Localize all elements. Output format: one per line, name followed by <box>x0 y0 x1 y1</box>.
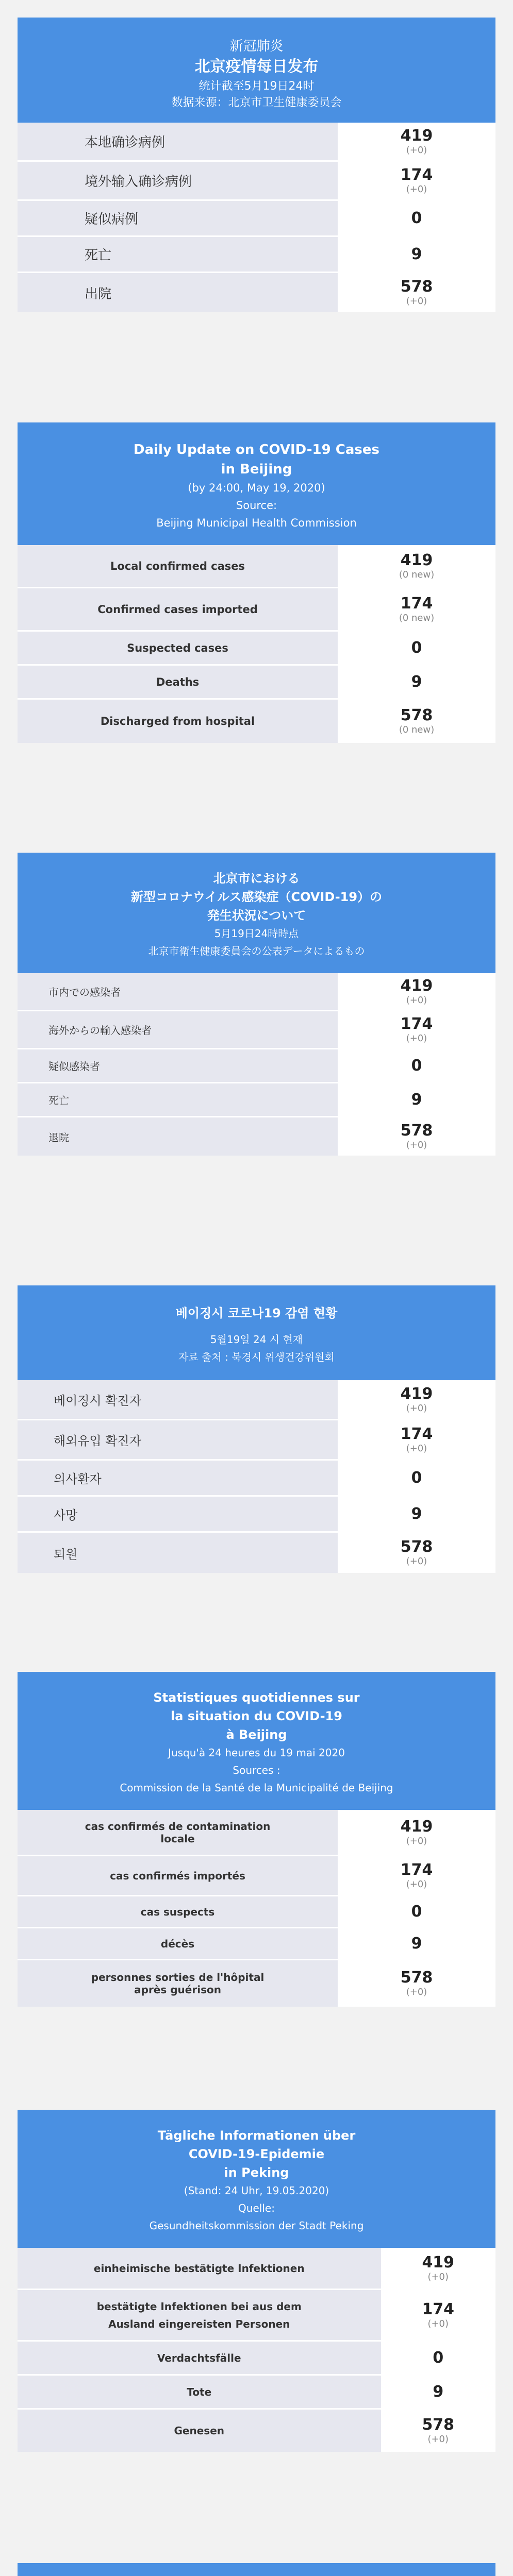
ko-label-suspected: 의사환자 <box>18 1461 338 1495</box>
fr-value-discharged <box>338 1960 495 2007</box>
table-row <box>18 2376 495 2410</box>
de-value-discharged <box>381 2410 495 2452</box>
zh-value-discharged <box>338 273 495 312</box>
de-value-imported <box>381 2290 495 2340</box>
ko-date: 5월19일 24 시 현재 <box>210 1333 303 1346</box>
value-number: 174 <box>400 1860 433 1879</box>
fr-date: Jusqu'à 24 heures du 19 mai 2020 <box>168 1747 345 1759</box>
value-number: 419 <box>400 551 433 569</box>
ko-label-discharged: 퇴원 <box>18 1533 338 1573</box>
en-table <box>18 545 495 743</box>
fr-label-local: cas confirmés de contamination locale <box>18 1810 338 1855</box>
value-delta: (+0) <box>427 2318 449 2329</box>
de-title-1: Tägliche Informationen über <box>157 2128 356 2143</box>
table-row <box>18 201 495 237</box>
de-table <box>18 2248 495 2452</box>
ko-title: 베이징시 코로나19 감염 현황 <box>175 1306 338 1320</box>
de-title-2: COVID-19-Epidemie <box>188 2147 325 2161</box>
card-fr <box>18 1672 495 2007</box>
zh-label-deaths: 死亡 <box>18 237 338 272</box>
zh-label-suspected: 疑似病例 <box>18 201 338 235</box>
card-en-header <box>18 422 495 545</box>
value-number: 0 <box>411 1468 422 1487</box>
ko-label-deaths: 사망 <box>18 1497 338 1531</box>
card-es-header <box>18 2563 495 2576</box>
table-row <box>18 273 495 312</box>
table-row <box>18 1497 495 1533</box>
en-value-local <box>338 545 495 587</box>
table-row <box>18 666 495 700</box>
value-delta: (+0) <box>427 2434 449 2445</box>
fr-label-discharged: personnes sorties de l'hôpital après guérison <box>18 1960 338 2007</box>
table-row <box>18 1461 495 1497</box>
table-row <box>18 1960 495 2007</box>
ja-label-discharged: 退院 <box>18 1117 338 1156</box>
value-number: 174 <box>422 2300 455 2318</box>
ja-value-imported <box>338 1011 495 1048</box>
ja-label-suspected: 疑似感染者 <box>18 1049 338 1082</box>
value-number: 0 <box>411 1056 422 1075</box>
table-row <box>18 700 495 743</box>
value-number: 0 <box>411 638 422 657</box>
card-ja-header <box>18 853 495 973</box>
value-number: 9 <box>411 1090 422 1109</box>
ja-date: 5月19日24時時点 <box>214 927 299 940</box>
value-number: 0 <box>411 1902 422 1921</box>
value-number: 9 <box>411 672 422 691</box>
table-row <box>18 1420 495 1461</box>
zh-title-top: 新冠肺炎 <box>229 39 284 54</box>
ko-value-deaths <box>338 1497 495 1531</box>
zh-label-discharged: 出院 <box>18 273 338 312</box>
ko-label-imported: 해외유입 확진자 <box>18 1420 338 1459</box>
fr-table <box>18 1810 495 2007</box>
ja-label-imported: 海外からの輸入感染者 <box>18 1011 338 1048</box>
ja-title-3: 発生状況について <box>207 908 306 923</box>
ko-value-local <box>338 1380 495 1419</box>
fr-title-2: la situation du COVID-19 <box>171 1709 342 1723</box>
value-number: 578 <box>400 1538 433 1556</box>
ko-table <box>18 1380 495 1573</box>
value-number: 9 <box>411 1504 422 1523</box>
value-delta: (+0) <box>406 1140 427 1150</box>
zh-title: 北京疫情每日发布 <box>194 58 319 76</box>
fr-value-local <box>338 1810 495 1855</box>
value-number: 419 <box>422 2253 455 2272</box>
ja-value-discharged <box>338 1117 495 1156</box>
value-delta: (+0) <box>406 1835 427 1846</box>
card-en <box>18 422 495 743</box>
en-source: Beijing Municipal Health Commission <box>156 517 357 529</box>
zh-value-deaths <box>338 237 495 272</box>
en-value-discharged <box>338 700 495 743</box>
value-delta: (+0) <box>406 183 427 195</box>
value-delta: (0 new) <box>399 569 435 580</box>
value-number: 419 <box>400 126 433 145</box>
value-delta: (+0) <box>406 1443 427 1454</box>
zh-value-suspected <box>338 201 495 235</box>
table-row <box>18 1533 495 1573</box>
value-number: 9 <box>411 245 422 263</box>
en-label-deaths: Deaths <box>18 666 338 698</box>
fr-source-label: Sources : <box>233 1764 280 1776</box>
value-number: 0 <box>411 209 422 227</box>
value-number: 9 <box>411 1934 422 1953</box>
de-label-discharged: Genesen <box>18 2410 381 2452</box>
ja-source: 北京市衛生健康委員会の公表データによるもの <box>148 945 365 957</box>
en-label-local: Local confirmed cases <box>18 545 338 587</box>
table-row <box>18 2248 495 2290</box>
fr-title-3: à Beijing <box>226 1727 287 1742</box>
table-row <box>18 1856 495 1896</box>
fr-source: Commission de la Santé de la Municipalité de Beijing <box>120 1782 393 1794</box>
zh-date: 统计截至5月19日24时 <box>198 80 315 93</box>
table-row <box>18 1928 495 1960</box>
card-zh-header <box>18 18 495 123</box>
table-row <box>18 632 495 666</box>
value-number: 419 <box>400 1384 433 1403</box>
table-row <box>18 2342 495 2376</box>
value-delta: (+0) <box>406 1556 427 1567</box>
ja-value-suspected <box>338 1049 495 1082</box>
zh-value-imported <box>338 162 495 199</box>
card-ja <box>18 853 495 1156</box>
fr-label-suspected: cas suspects <box>18 1896 338 1927</box>
value-number: 174 <box>400 165 433 184</box>
card-zh <box>18 18 495 312</box>
de-value-suspected <box>381 2342 495 2374</box>
value-delta: (0 new) <box>399 724 435 735</box>
ja-title-2: 新型コロナウイルス感染症（COVID-19）の <box>130 890 383 904</box>
ja-label-deaths: 死亡 <box>18 1083 338 1116</box>
en-date: (by 24:00, May 19, 2020) <box>188 482 325 494</box>
fr-value-deaths <box>338 1928 495 1959</box>
card-es <box>18 2563 495 2576</box>
en-label-imported: Confirmed cases imported <box>18 588 338 630</box>
ko-value-discharged <box>338 1533 495 1573</box>
card-fr-header <box>18 1672 495 1810</box>
ko-label-local: 베이징시 확진자 <box>18 1380 338 1419</box>
en-value-suspected <box>338 632 495 664</box>
de-value-deaths <box>381 2376 495 2408</box>
card-ko <box>18 1285 495 1573</box>
de-title-3: in Peking <box>224 2165 289 2180</box>
en-source-label: Source: <box>236 499 277 512</box>
table-row <box>18 2410 495 2452</box>
de-value-local <box>381 2248 495 2289</box>
card-de-header <box>18 2110 495 2248</box>
value-number: 578 <box>400 278 433 296</box>
value-number: 174 <box>400 1425 433 1443</box>
table-row <box>18 162 495 201</box>
value-number: 419 <box>400 1817 433 1836</box>
ja-title-1: 北京市における <box>213 871 300 886</box>
en-value-deaths <box>338 666 495 698</box>
value-delta: (+0) <box>406 1987 427 1997</box>
zh-value-local <box>338 123 495 160</box>
table-row <box>18 1083 495 1117</box>
ja-value-deaths <box>338 1083 495 1116</box>
de-date: (Stand: 24 Uhr, 19.05.2020) <box>184 2184 329 2197</box>
en-title-2: in Beijing <box>221 462 292 477</box>
table-row <box>18 1049 495 1083</box>
en-label-discharged: Discharged from hospital <box>18 700 338 743</box>
value-number: 578 <box>422 2416 455 2434</box>
table-row <box>18 1011 495 1049</box>
value-number: 578 <box>400 1969 433 1987</box>
fr-value-suspected <box>338 1896 495 1927</box>
de-source: Gesundheitskommission der Stadt Peking <box>149 2219 364 2232</box>
card-de <box>18 2110 495 2452</box>
table-row <box>18 1380 495 1420</box>
table-row <box>18 1117 495 1156</box>
fr-label-imported: cas confirmés importés <box>18 1856 338 1895</box>
en-label-suspected: Suspected cases <box>18 632 338 664</box>
zh-label-local: 本地确诊病例 <box>18 123 338 160</box>
zh-source: 数据来源：北京市卫生健康委员会 <box>171 96 342 109</box>
table-row <box>18 1896 495 1928</box>
value-number: 0 <box>433 2348 444 2367</box>
table-row <box>18 123 495 162</box>
value-delta: (+0) <box>406 994 427 1006</box>
zh-label-imported: 境外输入确诊病例 <box>18 162 338 199</box>
de-label-suspected: Verdachtsfälle <box>18 2342 381 2374</box>
value-delta: (+0) <box>406 1032 427 1044</box>
ko-source: 자료 출처 : 북경시 위생건강위원회 <box>178 1351 335 1363</box>
value-delta: (+0) <box>406 1402 427 1414</box>
value-number: 578 <box>400 1122 433 1140</box>
value-delta: (+0) <box>406 1878 427 1890</box>
value-number: 9 <box>433 2382 444 2401</box>
value-delta: (+0) <box>406 296 427 307</box>
table-row <box>18 237 495 273</box>
value-delta: (+0) <box>427 2271 449 2282</box>
table-row <box>18 973 495 1011</box>
zh-table <box>18 123 495 312</box>
en-title-1: Daily Update on COVID-19 Cases <box>134 442 379 457</box>
ko-value-imported <box>338 1420 495 1459</box>
value-number: 174 <box>400 1014 433 1033</box>
table-row <box>18 2290 495 2342</box>
value-number: 578 <box>400 706 433 724</box>
de-label-imported: bestätigte Infektionen bei aus dem Ausland eingereisten Personen <box>18 2290 381 2340</box>
en-value-imported <box>338 588 495 630</box>
table-row <box>18 588 495 632</box>
fr-label-deaths: décès <box>18 1928 338 1959</box>
ko-value-suspected <box>338 1461 495 1495</box>
ja-value-local <box>338 973 495 1010</box>
table-row <box>18 545 495 588</box>
ja-table <box>18 973 495 1156</box>
value-delta: (+0) <box>406 144 427 156</box>
value-number: 174 <box>400 594 433 613</box>
fr-value-imported <box>338 1856 495 1895</box>
de-label-local: einheimische bestätigte Infektionen <box>18 2248 381 2289</box>
fr-title-1: Statistiques quotidiennes sur <box>153 1690 360 1705</box>
de-source-label: Quelle: <box>238 2202 275 2214</box>
table-row <box>18 1810 495 1856</box>
card-ko-header <box>18 1285 495 1380</box>
de-label-deaths: Tote <box>18 2376 381 2408</box>
value-number: 419 <box>400 976 433 995</box>
value-delta: (0 new) <box>399 612 435 623</box>
ja-label-local: 市内での感染者 <box>18 973 338 1010</box>
